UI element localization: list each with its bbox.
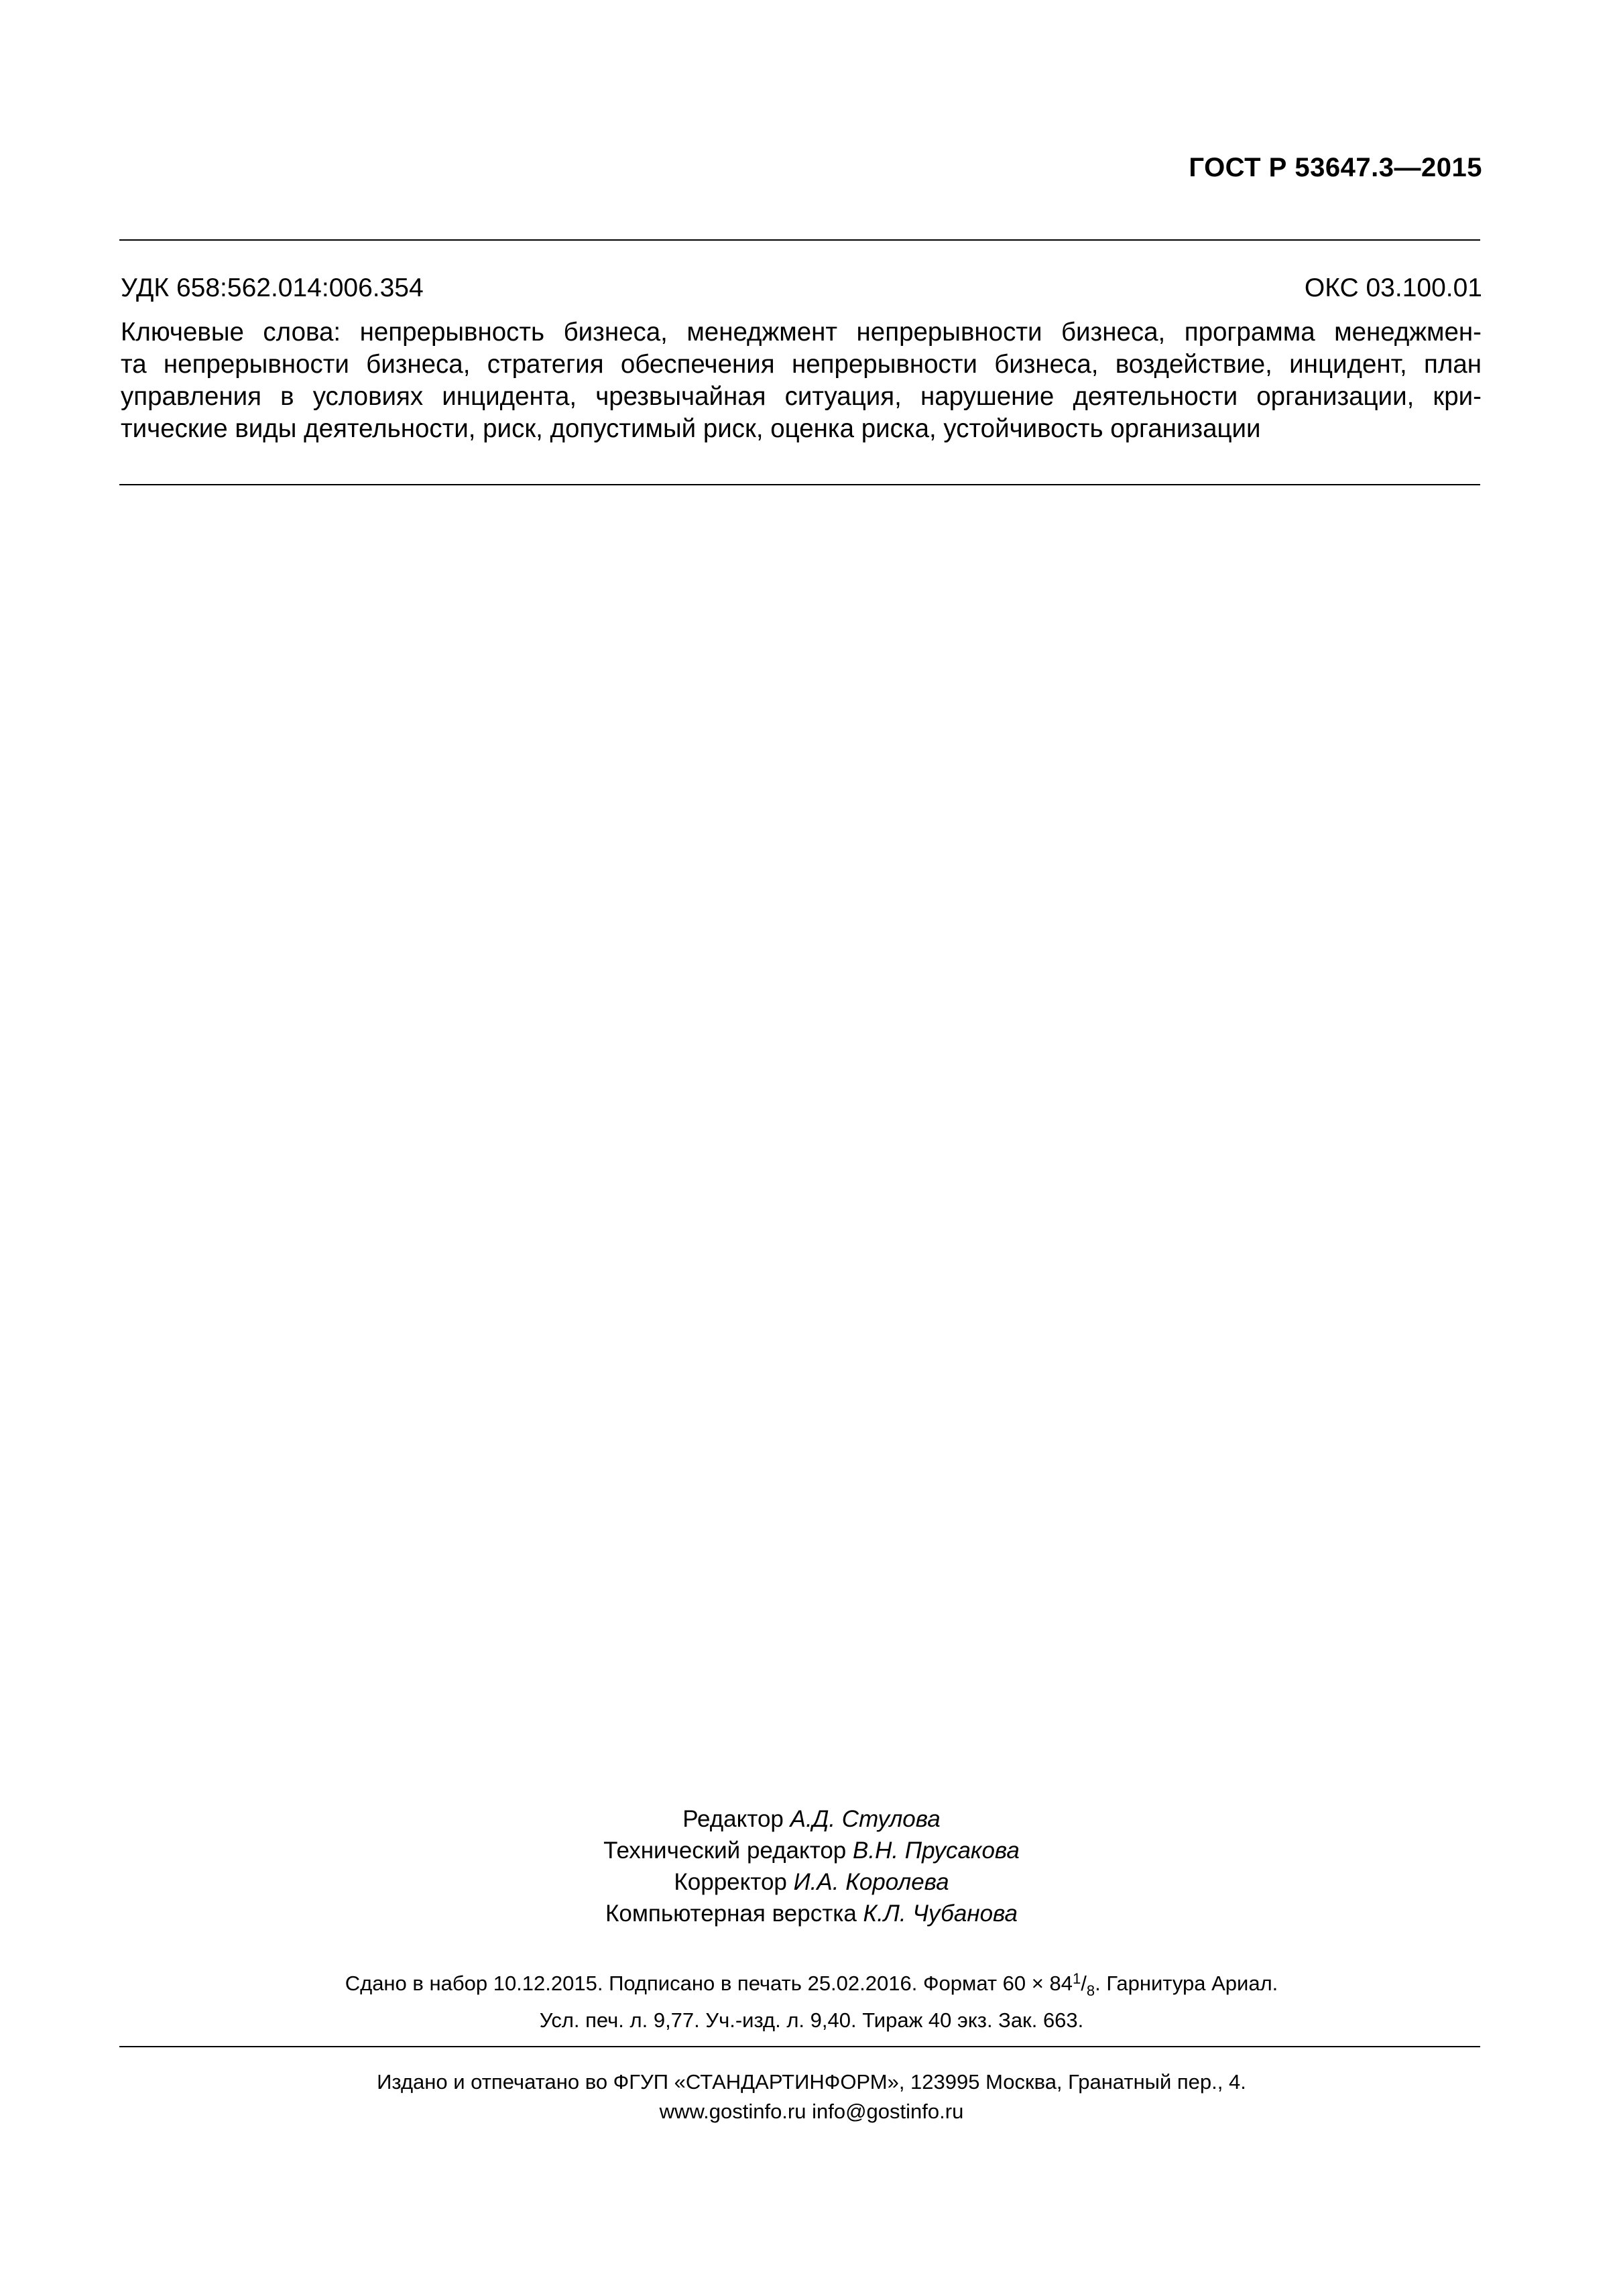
- credit-person: И.А. Королева: [793, 1869, 949, 1895]
- publisher-divider: [119, 2046, 1480, 2047]
- publisher-web-contacts: www.gostinfo.ru info@gostinfo.ru: [659, 2100, 964, 2123]
- credit-layout: [0, 1898, 1623, 1929]
- print-info: [0, 1964, 1623, 2035]
- credit-corrector: [0, 1866, 1623, 1898]
- print-info-line: [0, 1964, 1623, 2006]
- keywords-line: тические виды деятельности, риск, допустимый риск, оценка риска, устойчивость организации: [121, 414, 1261, 443]
- keywords-divider: [119, 484, 1480, 485]
- credit-person: В.Н. Прусакова: [853, 1837, 1020, 1864]
- credit-role: Корректор: [674, 1869, 787, 1895]
- format-slash: /: [1081, 1972, 1087, 1995]
- print-volume-line: Усл. печ. л. 9,77. Уч.-изд. л. 9,40. Тираж 40 экз. Зак. 663.: [539, 2008, 1084, 2032]
- credit-person: К.Л. Чубанова: [863, 1900, 1018, 1927]
- credit-editor: [0, 1803, 1623, 1835]
- print-typeface: . Гарнитура Ариал.: [1095, 1972, 1278, 1995]
- standard-number: ГОСТ Р 53647.3—2015: [1189, 153, 1482, 182]
- format-denominator: 8: [1086, 1982, 1095, 1999]
- oks-code: ОКС 03.100.01: [1304, 274, 1482, 302]
- udk-code: УДК 658:562.014:006.354: [121, 274, 424, 302]
- top-divider: [119, 239, 1480, 241]
- credit-role: Технический редактор: [603, 1837, 847, 1864]
- publisher-block: [0, 2067, 1623, 2126]
- print-dates-format: Сдано в набор 10.12.2015. Подписано в печать 25.02.2016. Формат 60 × 84: [345, 1972, 1073, 1995]
- keywords-line: та непрерывности бизнеса, стратегия обеспечения непрерывности бизнеса, воздействие, инцидент, план: [121, 350, 1482, 379]
- keywords-block: [121, 316, 1482, 445]
- credit-tech-editor: [0, 1835, 1623, 1866]
- keywords-line: управления в условиях инцидента, чрезвычайная ситуация, нарушение деятельности организации, кри-: [121, 382, 1482, 411]
- format-numerator: 1: [1072, 1970, 1081, 1987]
- credits-block: [0, 1803, 1623, 1929]
- credit-person: А.Д. Стулова: [790, 1806, 941, 1832]
- publisher-address: Издано и отпечатано во ФГУП «СТАНДАРТИНФОРМ», 123995 Москва, Гранатный пер., 4.: [377, 2070, 1246, 2094]
- keywords-line: Ключевые слова: непрерывность бизнеса, менеджмент непрерывности бизнеса, программа менеджмен-: [121, 318, 1482, 347]
- credit-role: Редактор: [682, 1806, 784, 1832]
- credit-role: Компьютерная верстка: [605, 1900, 857, 1927]
